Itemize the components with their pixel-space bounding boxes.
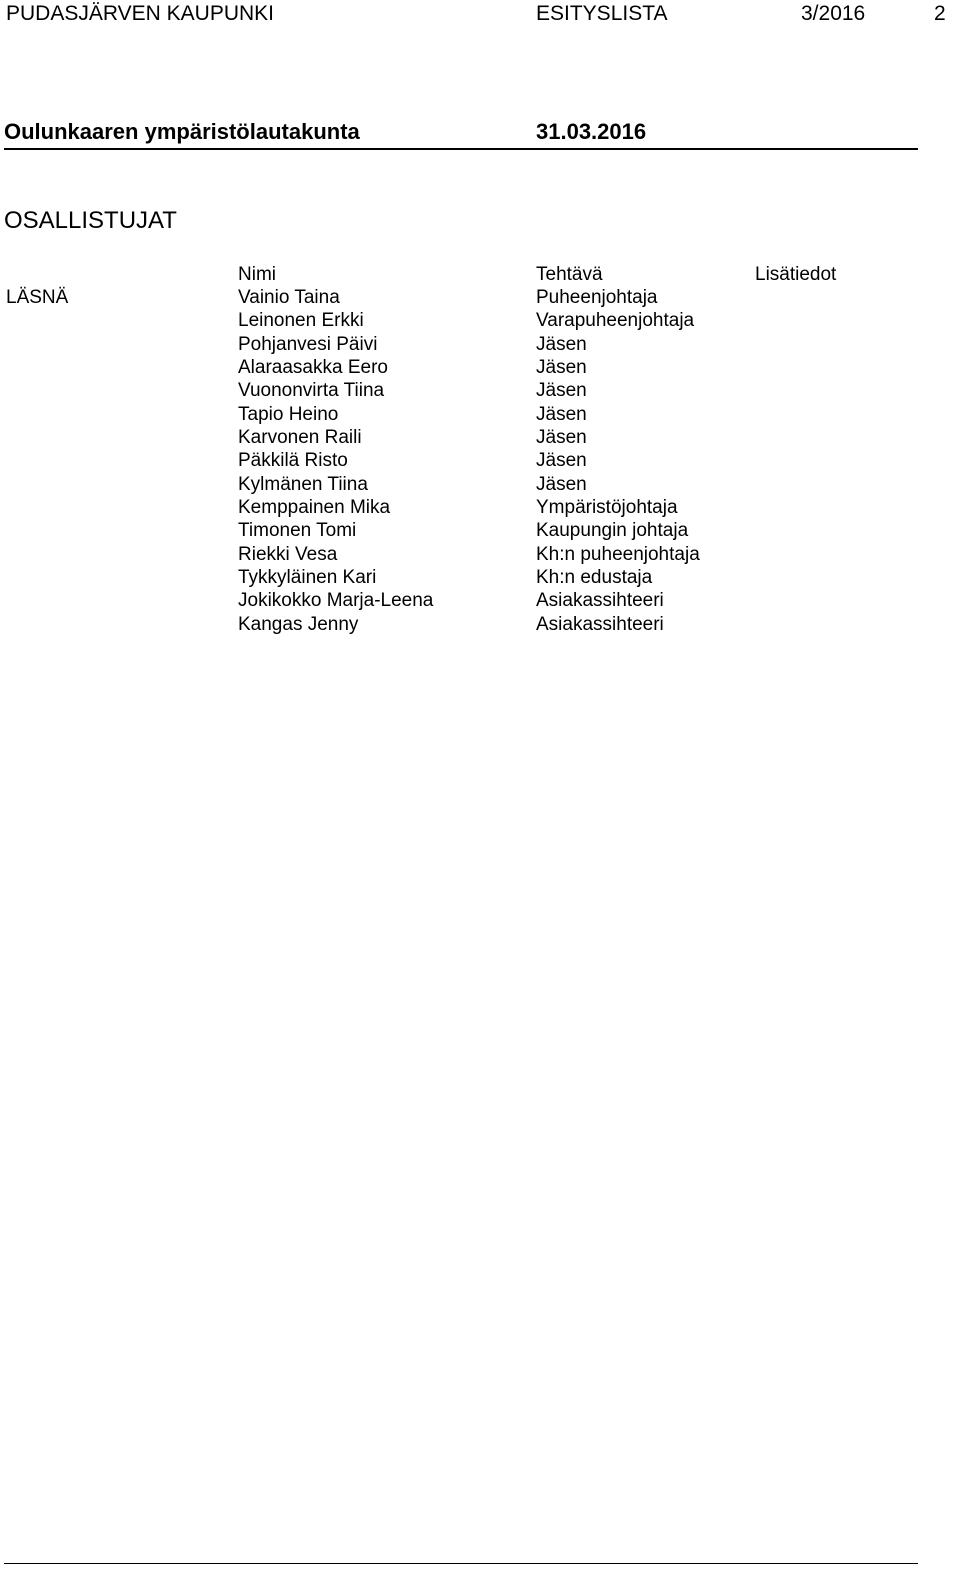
participant-row [0,287,960,310]
participant-role: Jäsen [536,357,587,379]
participant-row [0,567,960,590]
participant-row [0,357,960,380]
document-type: ESITYSLISTA [536,2,668,25]
participant-role: Jäsen [536,333,587,355]
column-header-role: Tehtävä [536,264,603,285]
participant-name: Kylmänen Tiina [238,473,368,495]
participant-name: Karvonen Raili [238,427,362,449]
participant-role: Asiakassihteeri [536,613,664,635]
column-header-name: Nimi [238,264,276,285]
participant-row [0,544,960,567]
meeting-date: 31.03.2016 [536,119,647,144]
participant-role: Asiakassihteeri [536,590,664,612]
participant-role: Puheenjohtaja [536,287,658,308]
participant-role: Jäsen [536,403,587,425]
page-number: 2 [934,2,946,25]
participant-row [0,404,960,427]
participant-name: Timonen Tomi [238,520,357,542]
participant-role: Jäsen [536,427,587,449]
participant-role: Varapuheenjohtaja [536,310,695,332]
participant-name: Tykkyläinen Kari [238,567,377,589]
participant-row [0,590,960,613]
participant-role: Jäsen [536,450,587,472]
committee-name: Oulunkaaren ympäristölautakunta [4,119,360,144]
participant-row [0,380,960,403]
participant-name: Tapio Heino [238,403,339,425]
participant-role: Kaupungin johtaja [536,520,689,542]
participant-name: Kangas Jenny [238,613,359,635]
participant-role: Kh:n edustaja [536,567,653,589]
participant-name: Kemppainen Mika [238,497,391,519]
participant-name: Leinonen Erkki [238,310,364,332]
participant-name: Pohjanvesi Päivi [238,333,378,355]
participant-role: Jäsen [536,473,587,495]
participant-row [0,450,960,473]
participant-name: Jokikokko Marja-Leena [238,590,434,612]
header-divider [4,148,918,150]
participant-row [0,474,960,497]
municipality-name: PUDASJÄRVEN KAUPUNKI [6,2,275,25]
participant-row [0,427,960,450]
participant-name: Vainio Taina [238,287,340,308]
participant-list [0,287,960,637]
participant-row [0,497,960,520]
issue-number: 3/2016 [801,2,866,25]
attendance-status: LÄSNÄ [6,287,69,308]
participant-role: Kh:n puheenjohtaja [536,543,700,565]
participant-row [0,520,960,543]
footer-divider [4,1563,918,1564]
participant-name: Vuononvirta Tiina [238,380,385,402]
participant-row [0,310,960,333]
participant-name: Alaraasakka Eero [238,357,388,379]
participant-role: Jäsen [536,380,587,402]
participant-name: Riekki Vesa [238,543,338,565]
participant-name: Päkkilä Risto [238,450,348,472]
participant-row [0,614,960,637]
section-title: OSALLISTUJAT [4,207,177,234]
participant-role: Ympäristöjohtaja [536,497,678,519]
column-header-notes: Lisätiedot [755,264,837,285]
participant-row [0,334,960,357]
